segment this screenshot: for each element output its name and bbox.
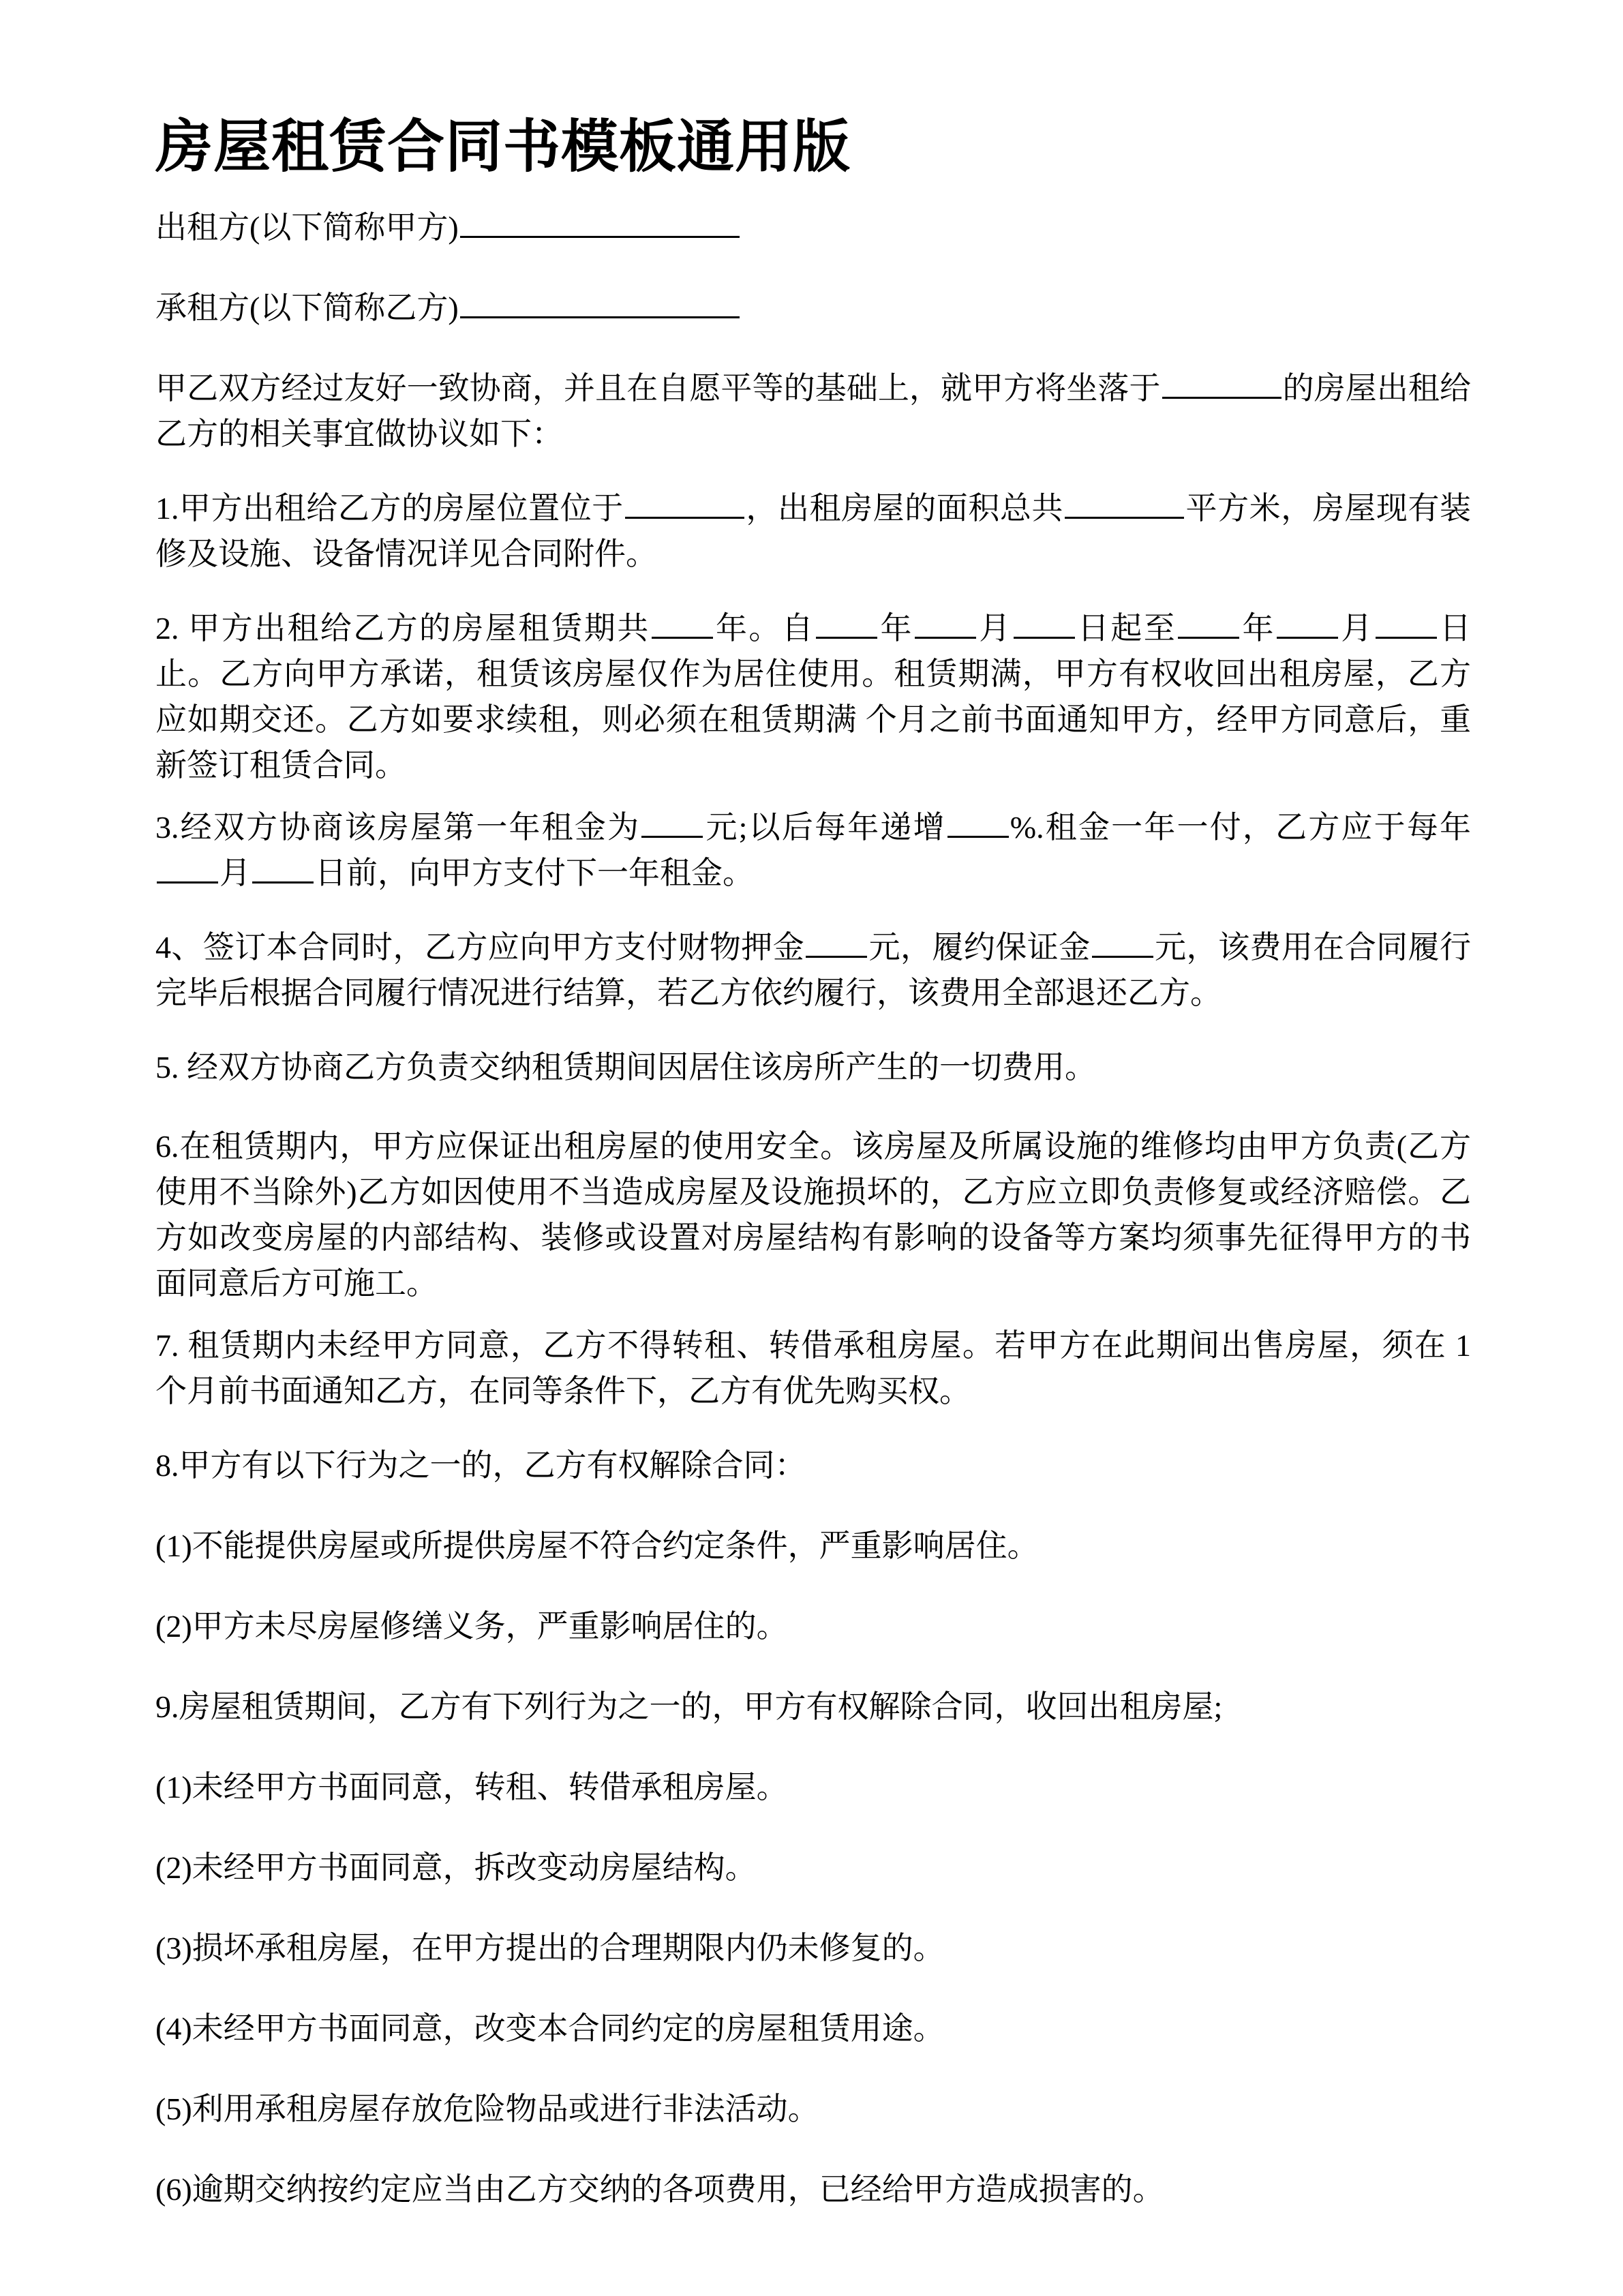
- clause-2: [155, 605, 1471, 788]
- clause-8-item-1: (1)不能提供房屋或所提供房屋不符合约定条件，严重影响居住。: [155, 1528, 1039, 1563]
- clause-2-text-2: 年。自: [714, 611, 815, 646]
- clause-3-text-5: 日前，向甲方支付下一年租金。: [315, 856, 754, 890]
- clause-9-item-3: (3)损坏承租房屋，在甲方提出的合理期限内仍未修复的。: [155, 1931, 945, 1965]
- start-year-blank: [816, 605, 877, 639]
- property-location-blank: [1162, 365, 1281, 399]
- clause-9-item-6: (6)逾期交纳按约定应当由乙方交纳的各项费用，已经给甲方造成损害的。: [155, 2172, 1164, 2207]
- clause-3-text-3: %.租金一年一付，乙方应于每年: [1010, 810, 1472, 845]
- end-month-blank: [1277, 605, 1338, 639]
- lease-years-blank: [652, 605, 713, 639]
- clause-5: 5. 经双方协商乙方负责交纳租赁期间因居住该房所产生的一切费用。: [155, 1050, 1096, 1085]
- clause-9-item-1: (1)未经甲方书面同意，转租、转借承租房屋。: [155, 1770, 788, 1804]
- party-a-label: 出租方(以下简称甲方): [155, 210, 459, 245]
- clause-2-text-8: 日止。乙方向甲方承诺，租赁该房屋仅作为居住使用。租赁期满，甲方有权收回出租房屋，乙方应如期交还。乙方如要求续租，则必须在租赁期满 个月之前书面通知甲方，经甲方同意后，重新签订租赁合同。: [155, 611, 1471, 783]
- clause-3-text-4: 月: [219, 856, 251, 890]
- clause-9-item-4: (4)未经甲方书面同意，改变本合同约定的房屋租赁用途。: [155, 2011, 945, 2046]
- end-day-blank: [1376, 605, 1437, 639]
- clause-2-text-4: 月: [977, 611, 1012, 646]
- party-b-line: [155, 285, 741, 331]
- intro-text-2: 的房屋出租给乙方的相关事宜做协议如下：: [155, 371, 1472, 451]
- pay-day-blank: [252, 850, 314, 883]
- clause-4: [155, 924, 1471, 1016]
- party-b-label: 承租方(以下简称乙方): [155, 290, 459, 325]
- deposit-blank: [806, 924, 867, 958]
- document-title: 房屋租赁合同书模板通用版: [155, 113, 851, 180]
- party-a-line: [155, 205, 741, 250]
- pay-month-blank: [157, 850, 218, 883]
- clause-3-text-2: 元;以后每年递增: [704, 810, 946, 845]
- clause-2-text-7: 月: [1339, 611, 1374, 646]
- clause-2-text-5: 日起至: [1076, 611, 1177, 646]
- clause-4-text-3: 元，该费用在合同履行完毕后根据合同履行情况进行结算，若乙方依约履行，该费用全部退还乙方。: [155, 930, 1472, 1010]
- first-year-rent-blank: [641, 804, 703, 838]
- area-blank: [1065, 485, 1184, 519]
- clause-6: 6.在租赁期内，甲方应保证出租房屋的使用安全。该房屋及所属设施的维修均由甲方负责(乙方使用不当除外)乙方如因使用不当造成房屋及设施损坏的，乙方应立即负责修复或经济赔偿。乙方如改变房屋的内部结构、装修或设置对房屋结构有影响的设备等方案均须事先征得甲方的书面同意后方可施工。: [155, 1129, 1471, 1301]
- clause-9-heading: 9.房屋租赁期间，乙方有下列行为之一的，甲方有权解除合同，收回出租房屋;: [155, 1689, 1223, 1724]
- party-b-blank: [460, 285, 740, 318]
- clause-2-text-6: 年: [1241, 611, 1275, 646]
- clause-1-text-1: 1.甲方出租给乙方的房屋位置位于: [155, 491, 624, 526]
- start-month-blank: [915, 605, 976, 639]
- party-a-blank: [460, 205, 740, 238]
- clause-2-text-3: 年: [879, 611, 913, 646]
- clause-2-text-1: 2. 甲方出租给乙方的房屋租赁期共: [155, 611, 650, 646]
- clause-8-item-2: (2)甲方未尽房屋修缮义务，严重影响居住的。: [155, 1609, 788, 1644]
- intro-text-1: 甲乙双方经过友好一致协商，并且在自愿平等的基础上，就甲方将坐落于: [155, 371, 1161, 406]
- clause-4-text-1: 4、签订本合同时，乙方应向甲方支付财物押金: [155, 930, 805, 965]
- clause-9-item-5: (5)利用承租房屋存放危险物品或进行非法活动。: [155, 2091, 819, 2126]
- intro-paragraph: [155, 365, 1471, 457]
- performance-bond-blank: [1092, 924, 1153, 958]
- clause-4-text-2: 元，履约保证金: [868, 930, 1091, 965]
- clause-9-item-2: (2)未经甲方书面同意，拆改变动房屋结构。: [155, 1850, 757, 1885]
- clause-3: [155, 804, 1471, 896]
- clause-8-heading: 8.甲方有以下行为之一的，乙方有权解除合同：: [155, 1448, 806, 1483]
- clause-7: 7. 租赁期内未经甲方同意，乙方不得转租、转借承租房屋。若甲方在此期间出售房屋，须在 1 个月前书面通知乙方，在同等条件下，乙方有优先购买权。: [155, 1328, 1471, 1408]
- clause-1: [155, 485, 1471, 577]
- start-day-blank: [1014, 605, 1075, 639]
- clause-3-text-1: 3.经双方协商该房屋第一年租金为: [155, 810, 641, 845]
- clause-1-text-3: 平方米，房屋现有装修及设施、设备情况详见合同附件。: [155, 491, 1472, 571]
- house-position-blank: [625, 485, 744, 519]
- clause-1-text-2: ，出租房屋的面积总共: [745, 491, 1063, 526]
- end-year-blank: [1178, 605, 1239, 639]
- increase-rate-blank: [947, 804, 1009, 838]
